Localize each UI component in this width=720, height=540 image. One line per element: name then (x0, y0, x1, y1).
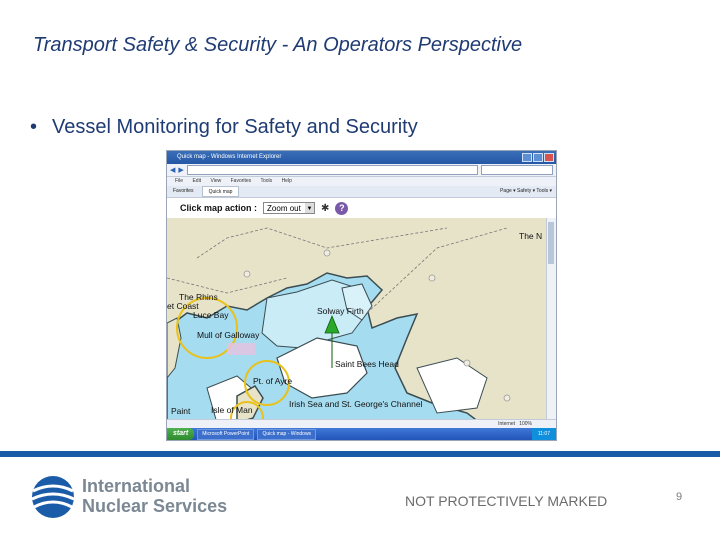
bullet-dot: • (30, 116, 38, 138)
footer-bar (0, 451, 720, 457)
scrollbar-thumb[interactable] (548, 222, 554, 264)
start-button[interactable]: start (167, 428, 194, 440)
favorites-button[interactable]: Favorites (173, 188, 194, 194)
menu-edit[interactable]: Edit (192, 178, 202, 184)
classification-marking: NOT PROTECTIVELY MARKED (405, 493, 608, 509)
bullet-text: Vessel Monitoring for Safety and Security (52, 116, 418, 138)
menu-help[interactable]: Help (281, 178, 292, 184)
favorites-bar (167, 186, 556, 198)
company-name (82, 476, 227, 516)
maximize-button[interactable] (533, 153, 543, 162)
map-label-isle-of-man: Isle of Man (211, 405, 253, 415)
map-label-pt-of-ayre: Pt. of Ayre (253, 376, 293, 386)
taskbar (167, 428, 556, 440)
map-label-saint-bees: Saint Bees Head (335, 359, 399, 369)
map-label-the-n: The N (519, 231, 543, 241)
menu-tools[interactable]: Tools (260, 178, 273, 184)
browser-search-input[interactable] (481, 165, 553, 175)
map-label-point: Paint (171, 406, 191, 416)
forward-icon[interactable]: ▶ (178, 167, 184, 174)
status-bar (167, 419, 556, 428)
menu-favorites[interactable]: Favorites (230, 178, 252, 184)
map-label-mull: Mull of Galloway (197, 330, 260, 340)
taskbar-item-powerpoint[interactable]: Microsoft PowerPoint (197, 429, 254, 440)
map-scrollbar[interactable] (546, 218, 556, 428)
window-title: Quick map - Windows Internet Explorer (177, 154, 282, 160)
close-button[interactable] (544, 153, 554, 162)
map-label-solway-firth: Solway Firth (317, 306, 364, 316)
page-number: 9 (676, 491, 683, 503)
map-toolbar (167, 198, 556, 220)
menu-bar (167, 177, 556, 186)
star-icon[interactable]: ✱ (321, 202, 330, 214)
map-action-value: Zoom out (267, 204, 301, 213)
menu-file[interactable]: File (175, 178, 184, 184)
address-bar-row (167, 164, 556, 177)
company-logo-icon (30, 475, 76, 519)
map-action-label: Click map action : (180, 203, 258, 213)
browser-screenshot (166, 150, 557, 441)
back-icon[interactable]: ◀ (170, 167, 176, 174)
minimize-button[interactable] (522, 153, 532, 162)
command-bar[interactable]: Page ▾ Safety ▾ Tools ▾ (500, 188, 552, 194)
address-input[interactable] (187, 165, 478, 175)
window-controls (522, 153, 554, 162)
chevron-down-icon: ▼ (305, 203, 314, 213)
browser-title-bar (167, 151, 556, 164)
map-label-west-coast: et Coast (167, 301, 199, 311)
help-button[interactable]: ? (335, 202, 348, 215)
company-name-line1: International (82, 476, 191, 496)
company-name-line2: Nuclear Services (82, 496, 228, 516)
map-canvas (167, 218, 547, 428)
zone-label: Internet (498, 421, 516, 427)
menu-view[interactable]: View (210, 178, 222, 184)
bullet-item (30, 116, 418, 139)
chart-map[interactable] (167, 218, 547, 428)
map-label-the-rhins: The Rhins (179, 292, 218, 302)
map-label-luce-bay: Luce Bay (193, 310, 229, 320)
zoom-level[interactable]: 100% (519, 421, 532, 427)
system-clock: 11:07 (532, 428, 556, 440)
slide-title: Transport Safety & Security - An Operators Perspective (33, 34, 523, 56)
taskbar-item-browser[interactable]: Quick map - Windows (257, 429, 316, 440)
browser-tab[interactable]: Quick map (202, 186, 240, 197)
map-action-select[interactable] (263, 202, 315, 214)
map-label-irish-sea: Irish Sea and St. George's Channel (289, 399, 423, 409)
